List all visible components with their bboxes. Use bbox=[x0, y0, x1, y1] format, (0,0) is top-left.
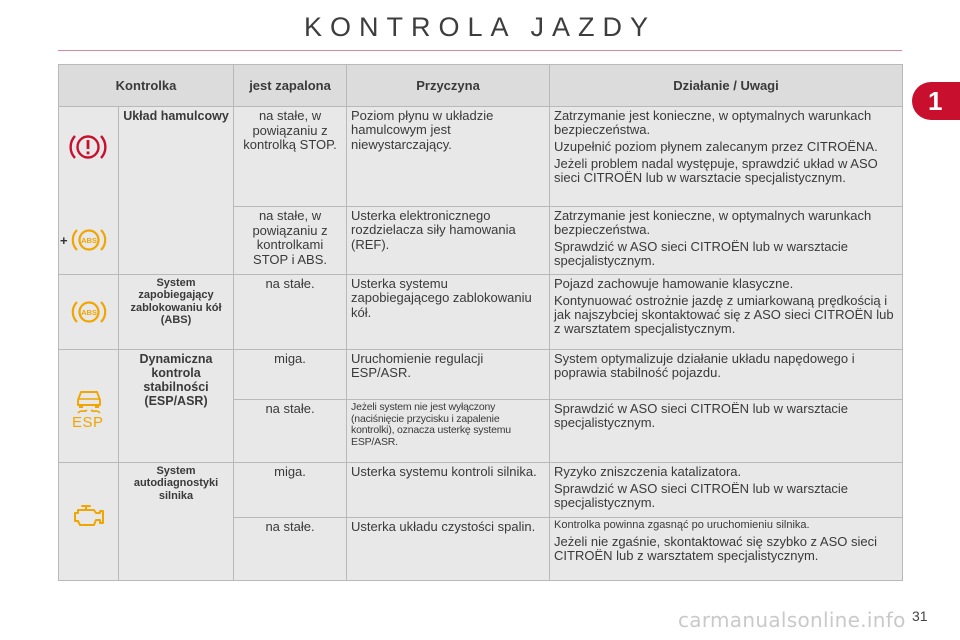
icon-cell-brakes bbox=[59, 107, 119, 275]
warning-lights-table bbox=[58, 64, 903, 581]
action-text: Pojazd zachowuje hamowanie klasyczne. bbox=[554, 276, 794, 291]
action-text: System optymalizuje działanie układu napędowego i poprawia stabilność pojazdu. bbox=[554, 351, 855, 381]
action-text: Uzupełnić poziom płynem zalecanym przez CITROËNA. bbox=[554, 139, 878, 155]
action-text: Zatrzymanie jest konieczne, w optymalnych warunkach bezpieczeństwa. bbox=[554, 208, 872, 238]
state-text: na stałe. bbox=[234, 400, 347, 463]
state-text: miga. bbox=[234, 463, 347, 518]
icon-cell-engine bbox=[59, 463, 119, 581]
action-text: Jeżeli problem nadal występuje, sprawdzić układ w ASO sieci CITROËN lub w warsztacie specjalistycznym. bbox=[554, 156, 878, 186]
abs-warning-icon bbox=[71, 225, 107, 255]
action-cell bbox=[550, 207, 903, 275]
action-text: Sprawdzić w ASO sieci CITROËN lub w warsztacie specjalistycznym. bbox=[554, 239, 849, 269]
action-text: Ryzyko zniszczenia katalizatora. bbox=[554, 464, 742, 479]
icon-cell-esp bbox=[59, 350, 119, 463]
state-text: na stałe. bbox=[234, 518, 347, 581]
action-cell bbox=[550, 350, 903, 400]
esp-label: ESP bbox=[72, 414, 104, 431]
system-name: System zapobiegający zablokowaniu kół (ABS) bbox=[119, 275, 234, 350]
action-text: Kontynuować ostrożnie jazdę z umiarkowaną prędkością i jak najszybciej skontaktować się z ASO sieci CITROËN lub z warsztatem specjalistycznym. bbox=[554, 293, 894, 337]
cause-text: Usterka systemu zapobiegającego zablokowaniu kół. bbox=[347, 275, 550, 350]
table-row bbox=[59, 107, 903, 207]
state-text: na stałe, w powiązaniu z kontrolką STOP. bbox=[234, 107, 347, 207]
cause-text: Poziom płynu w układzie hamulcowym jest niewystarczający. bbox=[347, 107, 550, 207]
action-text: Kontrolka powinna zgasnąć po uruchomieniu silnika. bbox=[554, 519, 810, 531]
action-cell bbox=[550, 275, 903, 350]
state-text: na stałe. bbox=[234, 275, 347, 350]
plus-sign: + bbox=[60, 233, 68, 248]
table-header-row bbox=[59, 65, 903, 107]
action-cell bbox=[550, 463, 903, 518]
action-cell bbox=[550, 400, 903, 463]
table-row bbox=[59, 275, 903, 350]
cause-text: Jeżeli system nie jest wyłączony (naciśnięcie przycisku i zapalenie kontrolki), oznacza usterkę systemu ESP/ASR. bbox=[347, 400, 550, 463]
svg-text:ABS: ABS bbox=[81, 236, 97, 245]
action-text: Zatrzymanie jest konieczne, w optymalnych warunkach bezpieczeństwa. bbox=[554, 108, 872, 138]
header-kontrolka: Kontrolka bbox=[59, 65, 234, 107]
state-text: na stałe, w powiązaniu z kontrolkami STOP i ABS. bbox=[234, 207, 347, 275]
svg-text:ABS: ABS bbox=[81, 308, 97, 317]
system-name: Układ hamulcowy bbox=[119, 107, 234, 275]
icon-cell-abs bbox=[59, 275, 119, 350]
cause-text: Usterka elektronicznego rozdzielacza siły hamowania (REF). bbox=[347, 207, 550, 275]
page-title: KONTROLA JAZDY bbox=[303, 12, 657, 42]
action-text: Sprawdzić w ASO sieci CITROËN lub w warsztacie specjalistycznym. bbox=[554, 401, 849, 431]
abs-icon bbox=[71, 297, 107, 327]
action-cell bbox=[550, 107, 903, 207]
header-cause: Przyczyna bbox=[347, 65, 550, 107]
title-divider bbox=[58, 50, 902, 51]
cause-text: Usterka systemu kontroli silnika. bbox=[347, 463, 550, 518]
engine-icon bbox=[72, 503, 106, 529]
chapter-tab: 1 bbox=[912, 82, 960, 120]
table-row bbox=[59, 350, 903, 400]
watermark: carmanualsonline.info bbox=[678, 608, 906, 632]
brake-warning-icon bbox=[69, 131, 107, 163]
action-cell bbox=[550, 518, 903, 581]
system-name: Dynamiczna kontrola stabilności (ESP/ASR) bbox=[119, 350, 234, 463]
state-text: miga. bbox=[234, 350, 347, 400]
esp-skid-icon bbox=[74, 388, 104, 414]
cause-text: Usterka układu czystości spalin. bbox=[347, 518, 550, 581]
action-text: Sprawdzić w ASO sieci CITROËN lub w warsztacie specjalistycznym. bbox=[554, 481, 849, 511]
table-row bbox=[59, 463, 903, 518]
header-state: jest zapalona bbox=[234, 65, 347, 107]
system-name: System autodiagnostyki silnika bbox=[119, 463, 234, 581]
action-text: Jeżeli nie zgaśnie, skontaktować się szybko z ASO sieci CITROËN lub z warsztatem specjalistycznym. bbox=[554, 533, 877, 563]
header-action: Działanie / Uwagi bbox=[550, 65, 903, 107]
cause-text: Uruchomienie regulacji ESP/ASR. bbox=[347, 350, 550, 400]
page-number: 31 bbox=[912, 608, 928, 624]
